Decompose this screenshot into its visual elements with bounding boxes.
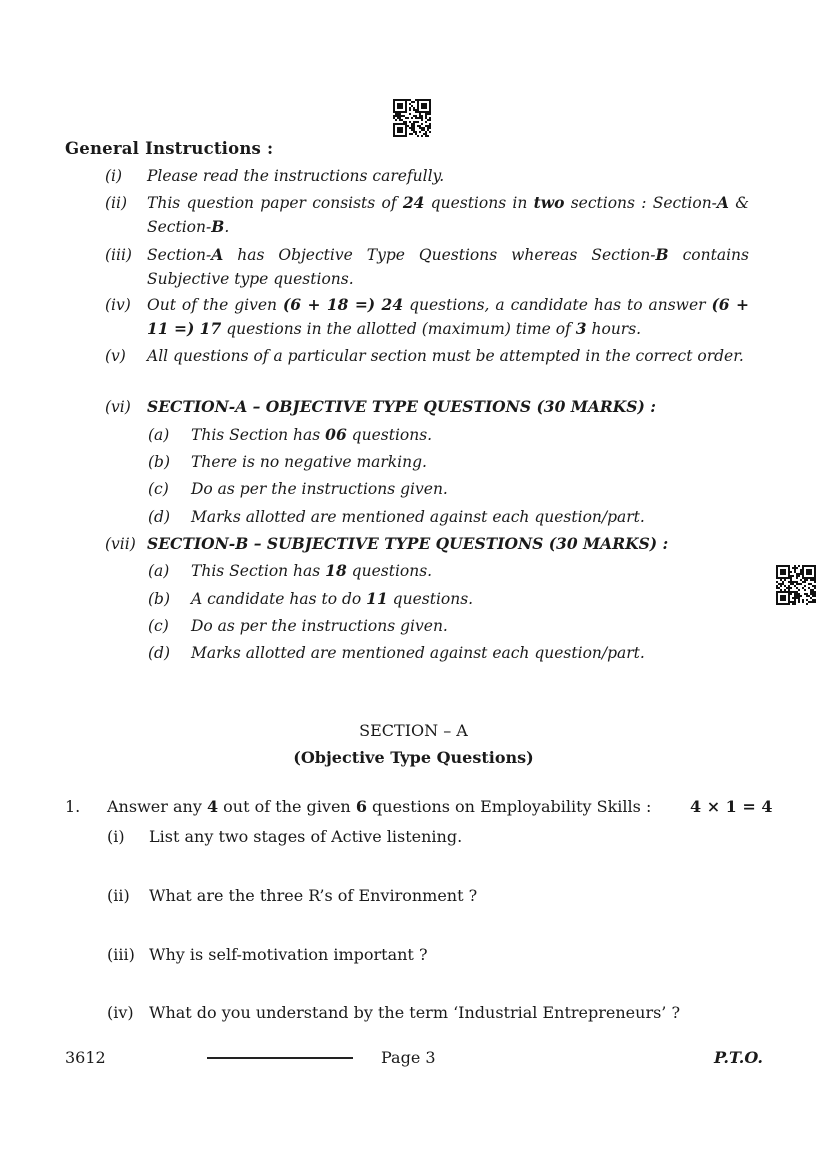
rule-number: (b) bbox=[148, 590, 171, 608]
rule-number: (c) bbox=[148, 617, 169, 635]
rule-text: This Section has 18 questions. bbox=[191, 561, 433, 580]
rule-text: This Section has 06 questions. bbox=[191, 425, 433, 444]
question-text: Answer any 4 out of the given 6 questions on Employability Skills : bbox=[107, 797, 652, 816]
instruction-text: Section-A has Objective Type Questions whereas Section-B contains Subjective type questions. bbox=[147, 245, 749, 288]
rule-number: (d) bbox=[148, 644, 171, 662]
rule-number: (a) bbox=[148, 426, 170, 444]
instruction-number: (v) bbox=[105, 347, 126, 365]
rule-text: Marks allotted are mentioned against each question/part. bbox=[191, 644, 645, 662]
section-title: SECTION – A bbox=[359, 721, 468, 740]
rule-text: Do as per the instructions given. bbox=[191, 480, 448, 498]
footer-divider bbox=[207, 1057, 353, 1059]
part-text: What are the three R’s of Environment ? bbox=[149, 886, 478, 905]
instruction-text: Please read the instructions carefully. bbox=[147, 167, 445, 185]
page-number: Page 3 bbox=[381, 1048, 436, 1067]
part-text: What do you understand by the term ‘Industrial Entrepreneurs’ ? bbox=[149, 1003, 681, 1022]
rule-number: (a) bbox=[148, 562, 170, 580]
rule-text: Marks allotted are mentioned against each question/part. bbox=[191, 508, 645, 526]
instruction-number: (ii) bbox=[105, 194, 128, 212]
paper-code: 3612 bbox=[65, 1048, 106, 1067]
section-subtitle: (Objective Type Questions) bbox=[293, 748, 534, 767]
instruction-number: (iii) bbox=[105, 246, 132, 264]
instruction-number: (iv) bbox=[105, 296, 131, 314]
section-b-heading: SECTION-B – SUBJECTIVE TYPE QUESTIONS (30 MARKS) : bbox=[147, 534, 669, 553]
rule-number: (d) bbox=[148, 508, 171, 526]
instruction-number: (vii) bbox=[105, 535, 136, 553]
part-number: (i) bbox=[107, 827, 125, 846]
instruction-text: This question paper consists of 24 questions in two sections : Section-A & Section-B. bbox=[147, 193, 750, 236]
question-marks: 4 × 1 = 4 bbox=[690, 797, 773, 816]
instruction-text: All questions of a particular section must be attempted in the correct order. bbox=[147, 347, 744, 365]
qr-code-side bbox=[776, 565, 816, 605]
part-number: (iii) bbox=[107, 945, 135, 964]
instruction-number: (i) bbox=[105, 167, 123, 185]
rule-text: There is no negative marking. bbox=[191, 453, 427, 471]
general-instructions-title: General Instructions : bbox=[65, 139, 274, 158]
instruction-text: Out of the given (6 + 18 =) 24 questions, a candidate has to answer (6 + 11 =) 17 questions in the allotted (maximum) time of 3 hours. bbox=[147, 295, 749, 338]
part-number: (ii) bbox=[107, 886, 130, 905]
part-text: Why is self-motivation important ? bbox=[149, 945, 428, 964]
rule-text: A candidate has to do 11 questions. bbox=[191, 589, 474, 608]
part-number: (iv) bbox=[107, 1003, 134, 1022]
rule-number: (b) bbox=[148, 453, 171, 471]
instruction-number: (vi) bbox=[105, 398, 131, 416]
question-number: 1. bbox=[65, 797, 81, 816]
rule-number: (c) bbox=[148, 480, 169, 498]
qr-code-top bbox=[393, 99, 431, 137]
rule-text: Do as per the instructions given. bbox=[191, 617, 448, 635]
section-a-heading: SECTION-A – OBJECTIVE TYPE QUESTIONS (30 MARKS) : bbox=[147, 397, 656, 416]
pto-label: P.T.O. bbox=[714, 1048, 763, 1067]
part-text: List any two stages of Active listening. bbox=[149, 827, 463, 846]
